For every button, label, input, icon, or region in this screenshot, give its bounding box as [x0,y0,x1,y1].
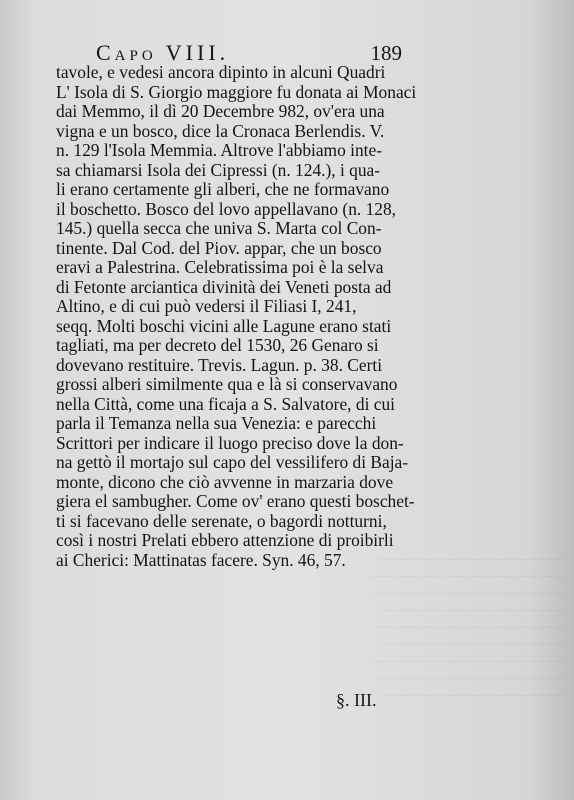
text-line: Scrittori per indicare il luogo preciso dove la don- [56,432,404,453]
text-line: 145.) quella secca che univa S. Marta col Con- [56,218,382,238]
text-line: sa chiamarsi Isola dei Cipressi (n. 124.), i qua- [56,159,381,180]
text-line: na gettò il mortajo sul capo del vessilifero di Baja- [56,452,409,472]
text-line: dai Memmo, il dì 20 Decembre 982, ov'era una [56,101,385,121]
text-line: seqq. Molti boschi vicini alle Lagune erano stati [56,315,392,336]
show-through-text: .............................................................. ................................................................. ................................................................ .............................................................. ............................................................... ............................................................. ................................................................ ............................................................... ............................................................. [369,549,564,699]
text-line: tinente. Dal Cod. del Piov. appar, che un bosco [56,237,382,258]
text-line: parla il Temanza nella sua Venezia: e parecchi [56,413,377,433]
text-line: tavole, e vedesi ancora dipinto in alcuni Quadri [56,62,386,82]
text-line: tagliati, ma per decreto del 1530, 26 Genaro si [56,335,379,355]
text-line: ti si facevano delle serenate, o bagordi notturni, [56,510,387,531]
text-line: di Fetonte arciantica divinità dei Veneti posta ad [56,276,392,297]
text-line: eravi a Palestrina. Celebratissima poi è la selva [56,257,384,277]
text-line: li erano certamente gli alberi, che ne formavano [56,179,390,199]
page-number: 189 [370,41,402,65]
text-line: nella Città, come una ficaja a S. Salvatore, di cui [56,393,395,414]
text-line: ai Cherici: Mattinatas facere. Syn. 46, 57. [56,549,346,570]
text-line: grossi alberi similmente qua e là si conservavano [56,374,398,394]
text-line: dovevano restituire. Trevis. Lagun. p. 38. Certi [56,354,383,375]
text-line: monte, dicono che ciò avvenne in marzaria dove [56,471,394,492]
text-line: il boschetto. Bosco del lovo appellavano (n. 128, [56,198,397,219]
text-line: giera el sambugher. Come ov' erano questi boschet- [56,491,415,511]
running-head: Capo VIII. [96,40,230,65]
body-text [56,62,417,570]
text-line: Altino, e di cui può vedersi il Filiasi I, 241, [56,296,357,316]
text-line: così i nostri Prelati ebbero attenzione di proibirli [56,530,394,550]
text-line: L' Isola di S. Giorgio maggiore fu donata ai Monaci [56,81,417,102]
catchword: §. III. [336,690,377,710]
text-line: n. 129 l'Isola Memmia. Altrove l'abbiamo inte- [56,140,382,160]
text-line: vigna e un bosco, dice la Cronaca Berlendis. V. [56,120,385,141]
